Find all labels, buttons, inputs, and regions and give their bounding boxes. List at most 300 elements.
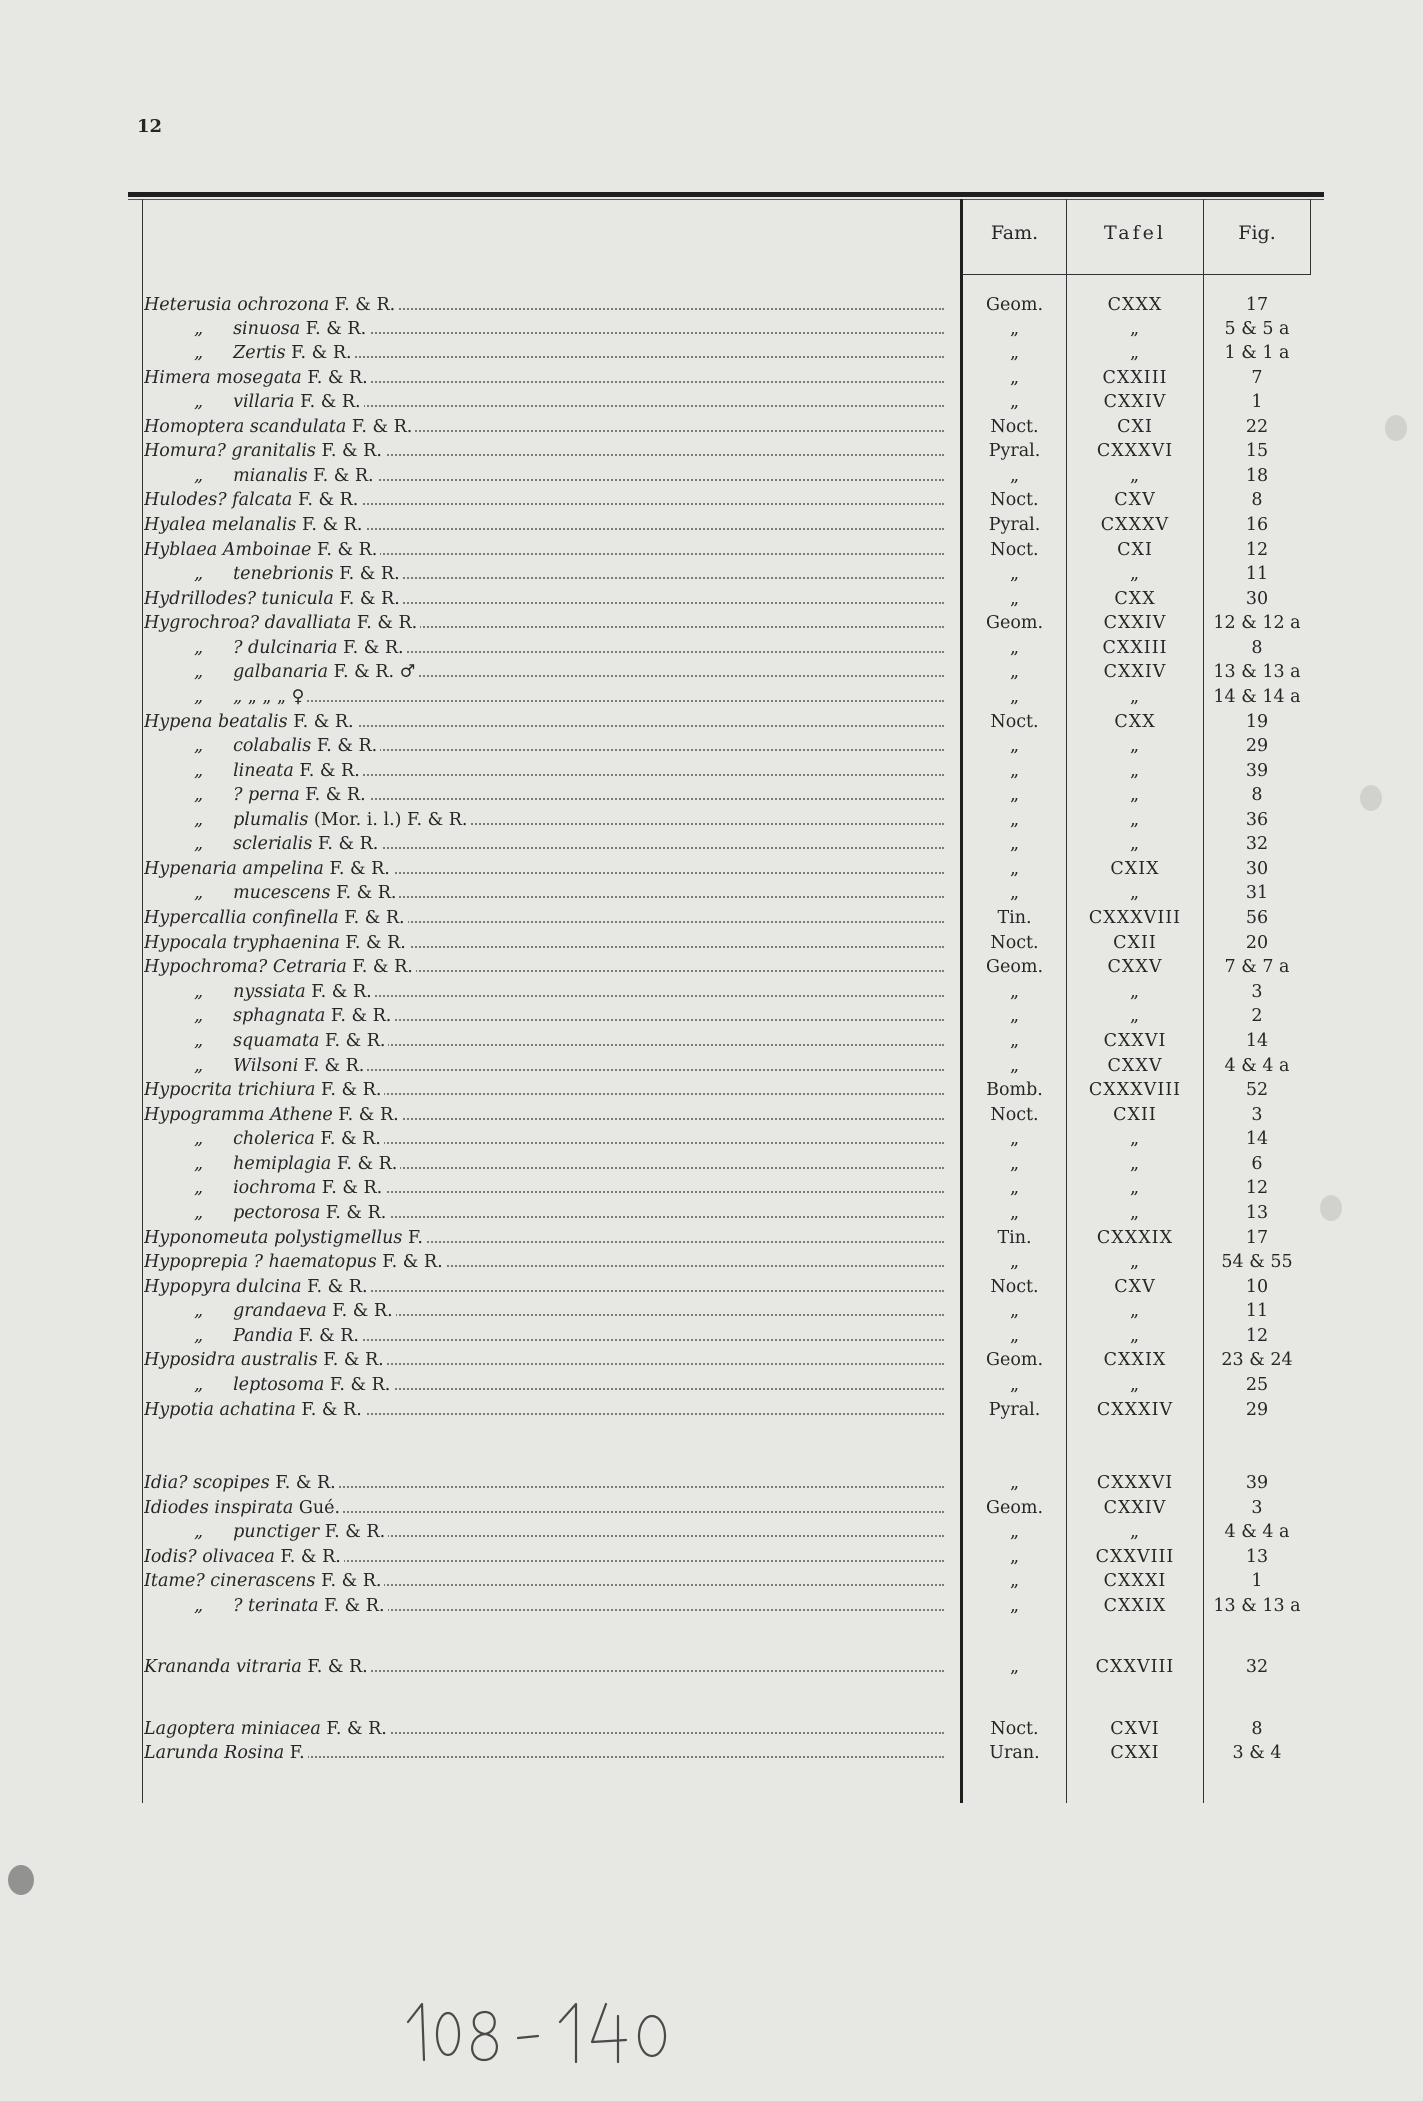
table-row xyxy=(0,980,1423,1004)
species-epithet: punctiger xyxy=(233,1522,325,1542)
tafel-cell: CXXI xyxy=(1110,1743,1160,1763)
species-epithet: confinella xyxy=(252,908,345,928)
genus-name: Himera xyxy=(144,368,217,388)
table-row xyxy=(0,390,1423,414)
tafel-cell: CXXXVIII xyxy=(1088,908,1182,928)
species-name-text xyxy=(144,736,380,756)
species-epithet: lineata xyxy=(233,761,300,781)
table-row xyxy=(0,1324,1423,1348)
fig-cell: 12 xyxy=(1245,540,1269,560)
species-name-text xyxy=(144,662,418,682)
tafel-cell: „ xyxy=(1129,466,1141,486)
species-epithet: melanalis xyxy=(211,515,302,535)
author-name: F. & R. xyxy=(324,1522,386,1542)
species-epithet: australis xyxy=(241,1350,324,1370)
author-name: F. xyxy=(289,1743,305,1763)
tafel-cell: „ xyxy=(1129,1178,1141,1198)
species-epithet: villaria xyxy=(233,392,301,412)
table-row xyxy=(0,931,1423,955)
species-name-cell xyxy=(144,538,944,562)
author-name: F. & R. xyxy=(316,540,378,560)
species-name-cell xyxy=(144,587,944,611)
header-tafel: Tafel xyxy=(1104,222,1166,244)
table-row xyxy=(0,1655,1423,1679)
table-row xyxy=(0,1545,1423,1569)
ditto-mark: „ xyxy=(194,564,204,584)
table-row xyxy=(0,1594,1423,1618)
fam-cell: „ xyxy=(1009,1006,1020,1026)
fig-cell: 3 xyxy=(1251,982,1263,1002)
fam-cell: Geom. xyxy=(985,957,1044,977)
author-name: F. & R. xyxy=(280,1547,341,1567)
species-name-text xyxy=(144,1301,396,1321)
tafel-cell: CXXXVIII xyxy=(1088,1080,1182,1100)
species-epithet: pectorosa xyxy=(233,1203,326,1223)
genus-name: Hyposidra xyxy=(144,1350,242,1370)
species-name-text xyxy=(144,540,380,560)
tafel-cell: „ xyxy=(1129,883,1141,903)
species-epithet: iochroma xyxy=(233,1178,322,1198)
fam-cell: „ xyxy=(1009,319,1020,339)
tafel-cell: CXV xyxy=(1114,1277,1156,1297)
tafel-cell: „ xyxy=(1129,1129,1141,1149)
species-epithet: scandulata xyxy=(249,417,352,437)
fig-cell: 12 & 12 a xyxy=(1213,613,1301,633)
ditto-mark: „ xyxy=(194,1596,204,1616)
author-name: F. & R. xyxy=(320,1129,381,1149)
table-row xyxy=(0,636,1423,660)
fam-cell: Geom. xyxy=(985,613,1044,633)
species-name-cell xyxy=(144,881,944,905)
tafel-cell: CXXIX xyxy=(1103,1350,1167,1370)
species-name-cell xyxy=(144,1054,944,1078)
species-name-cell xyxy=(144,611,944,635)
fam-cell: „ xyxy=(1009,810,1020,830)
ditto-mark: „ xyxy=(194,810,204,830)
fam-cell: „ xyxy=(1009,1031,1020,1051)
fam-cell: Geom. xyxy=(985,295,1044,315)
author-name: F. & R. xyxy=(307,1277,368,1297)
species-name-cell xyxy=(144,1127,944,1151)
species-name-cell xyxy=(144,390,944,414)
genus-name: Hypocrita xyxy=(144,1080,238,1100)
species-name-cell xyxy=(144,293,944,317)
ditto-mark: „ xyxy=(194,1154,204,1174)
species-name-cell xyxy=(144,660,944,684)
species-name-cell xyxy=(144,1348,944,1372)
fig-cell: 17 xyxy=(1245,1228,1269,1248)
author-name: F. & R. xyxy=(332,1301,393,1321)
species-epithet: ? dulcinaria xyxy=(233,638,344,658)
table-row xyxy=(0,808,1423,832)
author-name: F. & R. xyxy=(320,1080,382,1100)
species-name-cell xyxy=(144,1545,944,1569)
species-name-cell xyxy=(144,1471,944,1495)
tafel-cell: „ xyxy=(1129,319,1141,339)
table-row xyxy=(0,1520,1423,1544)
table-row xyxy=(0,464,1423,488)
fig-cell: 39 xyxy=(1245,1473,1269,1493)
species-name-text xyxy=(144,957,416,977)
ink-spot xyxy=(1320,1195,1342,1221)
fig-cell: 36 xyxy=(1245,810,1269,830)
ditto-mark: „ xyxy=(194,761,204,781)
author-name: F. & R. xyxy=(329,859,390,879)
author-name: F. & R. xyxy=(303,1056,365,1076)
species-name-text xyxy=(144,1326,362,1346)
fig-cell: 32 xyxy=(1245,834,1269,854)
fig-cell: 13 xyxy=(1245,1203,1269,1223)
species-name-text xyxy=(144,1252,446,1272)
fam-cell: Tin. xyxy=(997,1228,1032,1248)
species-name-text xyxy=(144,712,357,732)
species-name-text xyxy=(144,883,399,903)
fig-cell: 8 xyxy=(1251,785,1263,805)
tafel-cell: „ xyxy=(1129,736,1141,756)
genus-name: Hypercallia xyxy=(144,908,253,928)
table-row xyxy=(0,538,1423,562)
tafel-cell: CXXIX xyxy=(1103,1596,1167,1616)
tafel-cell: „ xyxy=(1129,1301,1141,1321)
fig-cell: 29 xyxy=(1245,736,1269,756)
species-name-text xyxy=(144,1105,402,1125)
species-name-text xyxy=(144,417,415,437)
author-name: F. & R. xyxy=(356,613,418,633)
author-name: F. & R. xyxy=(323,1350,384,1370)
genus-name: Itame? xyxy=(144,1571,211,1591)
species-name-text xyxy=(144,392,364,412)
species-name-cell xyxy=(144,1299,944,1323)
species-name-cell xyxy=(144,317,944,341)
species-name-cell xyxy=(144,1717,944,1741)
fam-cell: Geom. xyxy=(985,1350,1044,1370)
author-name: F. & R. xyxy=(321,441,382,461)
author-name: F. & R. xyxy=(351,417,413,437)
species-name-cell xyxy=(144,341,944,365)
tafel-cell: „ xyxy=(1129,982,1141,1002)
genus-name: Homoptera xyxy=(144,417,250,437)
species-name-text xyxy=(144,933,409,953)
species-name-text xyxy=(144,1178,385,1198)
author-name: F. & R. xyxy=(297,490,359,510)
species-name-text xyxy=(144,1228,426,1248)
species-name-cell xyxy=(144,439,944,463)
tafel-cell: CXXXI xyxy=(1103,1571,1167,1591)
fam-cell: „ xyxy=(1009,761,1020,781)
table-row xyxy=(0,881,1423,905)
species-epithet: tunicula xyxy=(261,589,340,609)
species-name-cell xyxy=(144,710,944,734)
fig-cell: 14 xyxy=(1245,1031,1269,1051)
author-name: F. & R. xyxy=(293,712,354,732)
author-name: F. & R. xyxy=(305,319,367,339)
fam-cell: Geom. xyxy=(985,1498,1044,1518)
author-name: F. & R. xyxy=(338,1105,399,1125)
species-name-cell xyxy=(144,1373,944,1397)
fig-cell: 54 & 55 xyxy=(1221,1252,1293,1272)
genus-name: Hypotia xyxy=(144,1400,220,1420)
table-row xyxy=(0,317,1423,341)
table-row xyxy=(0,1299,1423,1323)
tafel-cell: „ xyxy=(1129,1203,1141,1223)
table-row xyxy=(0,1569,1423,1593)
species-epithet: Amboinae xyxy=(222,540,317,560)
author-name: F. & R. xyxy=(299,761,360,781)
table-row xyxy=(0,783,1423,807)
genus-name: Lagoptera xyxy=(144,1719,241,1739)
tafel-cell: CXXV xyxy=(1107,957,1163,977)
species-epithet: inspirata xyxy=(214,1498,299,1518)
species-name-text xyxy=(144,613,420,633)
species-epithet: cholerica xyxy=(233,1129,321,1149)
author-name: F. & R. xyxy=(307,368,368,388)
species-name-cell xyxy=(144,1103,944,1127)
fig-cell: 4 & 4 a xyxy=(1224,1522,1290,1542)
fam-cell: „ xyxy=(1009,982,1020,1002)
species-epithet: tryphaenina xyxy=(232,933,346,953)
ditto-mark: „ xyxy=(194,1522,204,1542)
fam-cell: „ xyxy=(1009,1301,1020,1321)
table-row xyxy=(0,685,1423,709)
fig-cell: 14 xyxy=(1245,1129,1269,1149)
author-name: F. & R. xyxy=(330,1006,392,1026)
fam-cell: Uran. xyxy=(989,1743,1040,1763)
genus-name: Hyalea xyxy=(144,515,212,535)
table-row xyxy=(0,1496,1423,1520)
author-name: F. & R. xyxy=(317,834,379,854)
fam-cell: Pyral. xyxy=(988,515,1041,535)
table-row xyxy=(0,1004,1423,1028)
genus-name: Hypena xyxy=(144,712,218,732)
tafel-cell: CXII xyxy=(1113,933,1157,953)
fam-cell: „ xyxy=(1009,1326,1020,1346)
tafel-cell: CXXXV xyxy=(1100,515,1170,535)
fam-cell: „ xyxy=(1009,1375,1020,1395)
species-epithet: plumalis xyxy=(233,810,314,830)
author-name: „ „ „ ♀ xyxy=(247,687,305,707)
tafel-cell: CXXXIV xyxy=(1096,1400,1174,1420)
fam-cell: „ xyxy=(1009,1154,1020,1174)
tafel-cell: CXXX xyxy=(1107,295,1163,315)
species-name-cell xyxy=(144,636,944,660)
species-name-cell xyxy=(144,366,944,390)
species-name-text xyxy=(144,761,363,781)
fam-cell: „ xyxy=(1009,687,1020,707)
ditto-mark: „ xyxy=(194,1178,204,1198)
species-name-cell xyxy=(144,1520,944,1544)
species-name-cell xyxy=(144,1569,944,1593)
species-epithet: nyssiata xyxy=(233,982,312,1002)
ditto-mark: „ xyxy=(194,1375,204,1395)
fig-cell: 3 & 4 xyxy=(1232,1743,1282,1763)
page-number: 12 xyxy=(137,116,163,137)
fam-cell: „ xyxy=(1009,662,1020,682)
ditto-mark: „ xyxy=(194,1203,204,1223)
species-epithet: cinerascens xyxy=(210,1571,322,1591)
species-name-cell xyxy=(144,464,944,488)
species-name-text xyxy=(144,564,403,584)
tafel-cell: „ xyxy=(1129,761,1141,781)
species-name-text xyxy=(144,1596,388,1616)
author-name: (Mor. i. l.) F. & R. xyxy=(313,810,468,830)
author-name: F. & R. xyxy=(301,1400,362,1420)
genus-name: Idia? xyxy=(144,1473,194,1493)
fig-cell: 32 xyxy=(1245,1657,1269,1677)
fig-cell: 3 xyxy=(1251,1498,1263,1518)
table-row xyxy=(0,562,1423,586)
ink-spot xyxy=(8,1865,34,1895)
fig-cell: 31 xyxy=(1245,883,1269,903)
species-epithet: tenebrionis xyxy=(233,564,340,584)
tafel-cell: CXXVIII xyxy=(1095,1657,1175,1677)
ditto-mark: „ xyxy=(194,982,204,1002)
tafel-cell: CXXVIII xyxy=(1095,1547,1175,1567)
fig-cell: 1 xyxy=(1251,1571,1263,1591)
fig-cell: 13 xyxy=(1245,1547,1269,1567)
tafel-cell: CXI xyxy=(1117,540,1153,560)
species-name-text xyxy=(144,1547,344,1567)
fam-cell: „ xyxy=(1009,368,1020,388)
species-name-cell xyxy=(144,832,944,856)
table-row xyxy=(0,1054,1423,1078)
species-epithet: sclerialis xyxy=(233,834,318,854)
author-name: F. & R. xyxy=(343,638,404,658)
fam-cell: „ xyxy=(1009,1203,1020,1223)
fig-cell: 56 xyxy=(1245,908,1269,928)
species-epithet: dulcina xyxy=(236,1277,308,1297)
fam-cell: Noct. xyxy=(990,1277,1039,1297)
tafel-cell: CXX xyxy=(1114,712,1156,732)
species-name-text xyxy=(144,343,355,363)
species-name-cell xyxy=(144,808,944,832)
fam-cell: „ xyxy=(1009,466,1020,486)
species-epithet: vitraria xyxy=(236,1657,308,1677)
genus-name: Hydrillodes? xyxy=(144,589,262,609)
species-epithet: Zertis xyxy=(233,343,292,363)
genus-name: Hulodes? xyxy=(144,490,233,510)
ditto-mark: „ xyxy=(194,1006,204,1026)
ditto-mark: „ xyxy=(194,1301,204,1321)
species-name-text xyxy=(144,1006,394,1026)
table-row xyxy=(0,1152,1423,1176)
species-name-text xyxy=(144,908,408,928)
species-name-cell xyxy=(144,1275,944,1299)
ditto-mark: „ xyxy=(194,883,204,903)
table-row xyxy=(0,587,1423,611)
species-name-text xyxy=(144,515,365,535)
species-name-cell xyxy=(144,1152,944,1176)
table-row xyxy=(0,293,1423,317)
author-name: F. xyxy=(407,1228,423,1248)
fig-column-divider xyxy=(1310,199,1311,275)
tafel-cell: CXXVI xyxy=(1103,1031,1167,1051)
species-name-text xyxy=(144,490,361,510)
fig-cell: 23 & 24 xyxy=(1221,1350,1293,1370)
species-epithet: polystigmellus xyxy=(273,1228,408,1248)
author-name: F. & R. xyxy=(313,466,374,486)
fig-cell: 8 xyxy=(1251,490,1263,510)
fig-cell: 1 & 1 a xyxy=(1224,343,1290,363)
species-name-text xyxy=(144,785,369,805)
species-epithet: miniacea xyxy=(240,1719,327,1739)
tafel-cell: CXXIV xyxy=(1103,613,1167,633)
table-row xyxy=(0,1250,1423,1274)
species-name-text xyxy=(144,687,307,707)
species-name-cell xyxy=(144,1226,944,1250)
species-name-cell xyxy=(144,415,944,439)
species-name-text xyxy=(144,834,381,854)
species-name-cell xyxy=(144,685,944,709)
table-row xyxy=(0,1717,1423,1741)
species-name-cell xyxy=(144,488,944,512)
fam-cell: „ xyxy=(1009,1657,1020,1677)
fig-cell: 7 xyxy=(1251,368,1263,388)
fig-cell: 30 xyxy=(1245,589,1269,609)
species-name-cell xyxy=(144,1398,944,1422)
fig-cell: 13 & 13 a xyxy=(1213,1596,1301,1616)
species-name-cell xyxy=(144,931,944,955)
species-epithet: „ xyxy=(233,687,248,707)
species-epithet: beatalis xyxy=(217,712,294,732)
fam-cell: „ xyxy=(1009,736,1020,756)
fig-cell: 8 xyxy=(1251,1719,1263,1739)
species-name-cell xyxy=(144,1004,944,1028)
fig-cell: 12 xyxy=(1245,1178,1269,1198)
ditto-mark: „ xyxy=(194,1326,204,1346)
species-name-text xyxy=(144,1154,400,1174)
table-row xyxy=(0,341,1423,365)
fam-cell: „ xyxy=(1009,1473,1020,1493)
tafel-cell: CXXXVI xyxy=(1096,441,1174,461)
species-epithet: ochrozona xyxy=(237,295,335,315)
fam-cell: „ xyxy=(1009,1178,1020,1198)
ink-spot xyxy=(1385,415,1407,441)
tafel-cell: „ xyxy=(1129,687,1141,707)
table-row xyxy=(0,660,1423,684)
genus-name: Heterusia xyxy=(144,295,238,315)
species-epithet: hemiplagia xyxy=(233,1154,337,1174)
fig-cell: 30 xyxy=(1245,859,1269,879)
fam-cell: „ xyxy=(1009,1547,1020,1567)
fig-cell: 11 xyxy=(1245,564,1269,584)
species-epithet: leptosoma xyxy=(233,1375,330,1395)
author-name: F. & R. xyxy=(352,957,413,977)
fam-cell: Noct. xyxy=(990,933,1039,953)
fam-cell: „ xyxy=(1009,1252,1020,1272)
fam-cell: „ xyxy=(1009,834,1020,854)
species-name-text xyxy=(144,1571,384,1591)
genus-name: Idiodes xyxy=(144,1498,215,1518)
author-name: F. & R. xyxy=(336,883,397,903)
species-epithet: Rosina xyxy=(224,1743,290,1763)
table-row xyxy=(0,1127,1423,1151)
genus-name: Homura? xyxy=(144,441,232,461)
species-epithet: galbanaria xyxy=(233,662,334,682)
species-name-cell xyxy=(144,562,944,586)
table-row xyxy=(0,488,1423,512)
species-name-cell xyxy=(144,857,944,881)
fig-cell: 20 xyxy=(1245,933,1269,953)
handwritten-note-graphic xyxy=(400,1990,680,2070)
author-name: F. & R. xyxy=(321,1571,382,1591)
fam-cell: Tin. xyxy=(997,908,1032,928)
species-name-cell xyxy=(144,906,944,930)
species-name-text xyxy=(144,982,375,1002)
fig-cell: 25 xyxy=(1245,1375,1269,1395)
ditto-mark: „ xyxy=(194,1129,204,1149)
table-row xyxy=(0,1201,1423,1225)
fig-cell: 4 & 4 a xyxy=(1224,1056,1290,1076)
